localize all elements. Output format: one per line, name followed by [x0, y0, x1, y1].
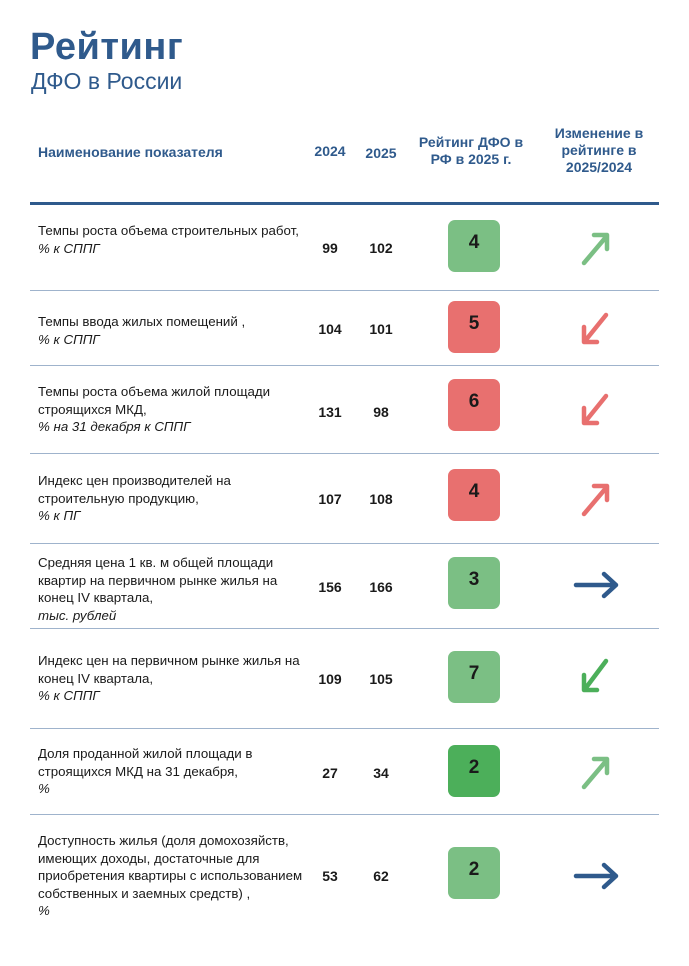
- rank-badge: 4: [448, 220, 500, 272]
- right-arrow-icon: [570, 850, 622, 902]
- indicator-name: [38, 222, 306, 257]
- value-2024: 109: [318, 671, 342, 687]
- rank-badge: 7: [448, 651, 500, 703]
- value-2024: 107: [318, 491, 342, 507]
- indicator-label: Темпы роста объема жилой площади строящихся МКД,: [38, 384, 271, 417]
- up-arrow-icon: [570, 747, 622, 799]
- value-2025: 62: [373, 868, 389, 884]
- indicator-label: Средняя цена 1 кв. м общей площади квартир на первичном рынке жилья на конец IV квартала,: [38, 555, 278, 605]
- table-row: [30, 454, 659, 544]
- table-row: [30, 366, 659, 454]
- indicator-label: Доля проданной жилой площади в строящихся МКД на 31 декабря,: [38, 746, 253, 779]
- indicator-name: [38, 472, 306, 525]
- value-2024: 27: [322, 765, 338, 781]
- rank-badge: 5: [448, 301, 500, 353]
- indicator-unit: % к СППГ: [38, 331, 100, 347]
- rank-badge: 6: [448, 379, 500, 431]
- down-arrow-icon: [570, 303, 622, 355]
- page-title: Рейтинг: [30, 26, 184, 68]
- header-name: Наименование показателя: [38, 144, 223, 160]
- page-subtitle: ДФО в России: [31, 68, 183, 94]
- header-2025: 2025: [365, 145, 397, 161]
- indicator-name: [38, 554, 306, 624]
- indicator-name: [38, 313, 306, 348]
- indicator-label: Темпы роста объема строительных работ,: [38, 223, 299, 238]
- indicator-label: Доступность жилья (доля домохозяйств, имеющих доходы, достаточные для приобретения квартиры с использованием собственных и заемных средств) ,: [38, 833, 303, 901]
- indicator-name: [38, 383, 306, 436]
- down-arrow-icon: [570, 384, 622, 436]
- indicator-label: Индекс цен на первичном рынке жилья на конец IV квартала,: [38, 653, 300, 686]
- indicator-label: Индекс цен производителей на строительную продукцию,: [38, 473, 231, 506]
- value-2024: 156: [318, 579, 342, 595]
- value-2024: 104: [318, 321, 342, 337]
- value-2025: 105: [369, 671, 393, 687]
- down-arrow-icon: [570, 651, 622, 703]
- indicator-unit: % к СППГ: [38, 240, 100, 256]
- rank-badge: 2: [448, 745, 500, 797]
- right-arrow-icon: [570, 559, 622, 611]
- value-2024: 53: [322, 868, 338, 884]
- rank-badge: 4: [448, 469, 500, 521]
- rank-badge: 2: [448, 847, 500, 899]
- up-arrow-icon: [570, 474, 622, 526]
- header-change: Изменение в рейтинге в 2025/2024: [554, 125, 644, 175]
- indicator-unit: %: [38, 781, 50, 796]
- indicator-unit: % на 31 декабря к СППГ: [38, 419, 191, 434]
- header-2024: 2024: [314, 143, 346, 159]
- table-row: [30, 815, 659, 945]
- indicator-unit: тыс. рублей: [38, 607, 117, 623]
- indicator-unit: % к ПГ: [38, 508, 81, 523]
- value-2025: 98: [373, 404, 389, 420]
- header-rank: Рейтинг ДФО в РФ в 2025 г.: [418, 134, 524, 167]
- value-2024: 99: [322, 240, 338, 256]
- indicator-name: [38, 832, 306, 920]
- indicator-name: [38, 652, 306, 705]
- table-row: [30, 291, 659, 366]
- value-2025: 166: [369, 579, 393, 595]
- table-row: [30, 544, 659, 629]
- up-arrow-icon: [570, 223, 622, 275]
- indicator-unit: %: [38, 903, 50, 918]
- value-2025: 108: [369, 491, 393, 507]
- value-2025: 34: [373, 765, 389, 781]
- rank-badge: 3: [448, 557, 500, 609]
- table-row: [30, 629, 659, 729]
- indicator-unit: % к СППГ: [38, 688, 100, 703]
- table-row: [30, 729, 659, 815]
- indicator-label: Темпы ввода жилых помещений ,: [38, 314, 246, 329]
- value-2025: 101: [369, 321, 393, 337]
- indicator-name: [38, 745, 306, 798]
- value-2024: 131: [318, 404, 342, 420]
- table-row: [30, 205, 659, 291]
- value-2025: 102: [369, 240, 393, 256]
